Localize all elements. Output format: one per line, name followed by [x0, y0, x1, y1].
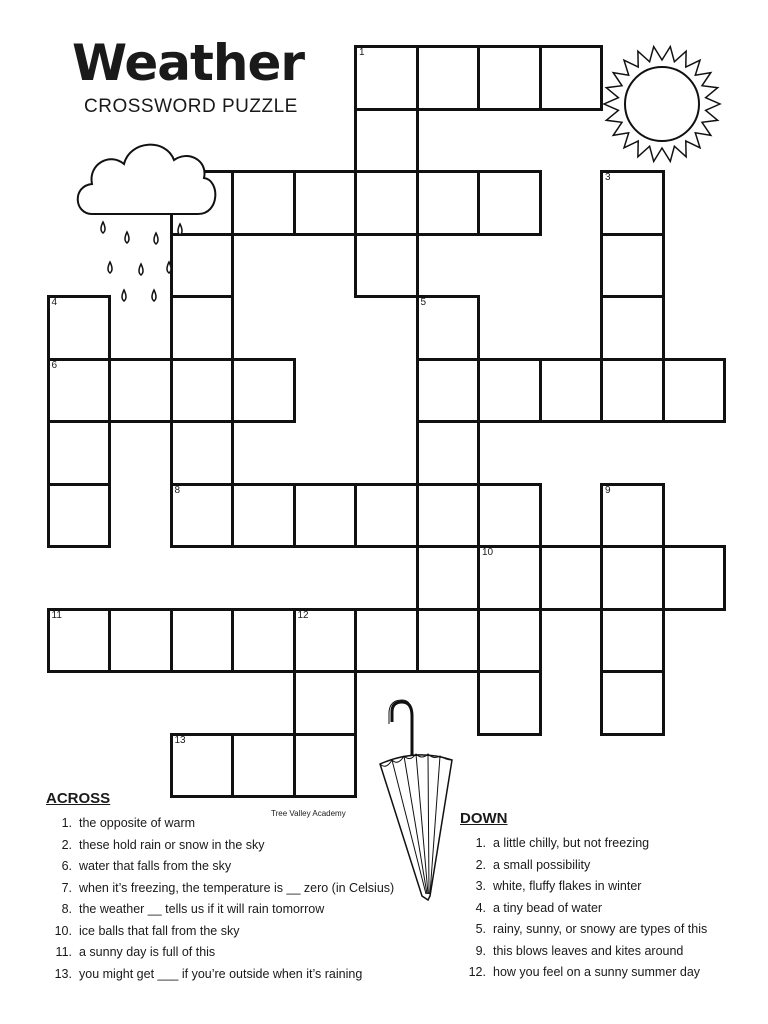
- clue-text: a little chilly, but not freezing: [493, 836, 650, 850]
- clue-number: 5.: [475, 922, 486, 936]
- crossword-cell[interactable]: [539, 358, 604, 424]
- down-clue: [460, 876, 707, 898]
- clue-text: the opposite of warm: [79, 816, 196, 830]
- clue-number: 1.: [475, 836, 486, 850]
- crossword-cell[interactable]: [108, 608, 173, 674]
- sun-icon: [600, 44, 724, 164]
- across-clues: [46, 790, 394, 985]
- crossword-cell[interactable]: [416, 45, 481, 111]
- across-clue: [46, 899, 394, 921]
- clue-number: 13.: [54, 966, 72, 981]
- crossword-cell[interactable]: [477, 608, 542, 674]
- across-heading: ACROSS: [46, 790, 111, 807]
- crossword-cell[interactable]: [108, 358, 173, 424]
- clue-number: 2.: [61, 837, 72, 852]
- crossword-cell[interactable]: [662, 358, 727, 424]
- crossword-cell[interactable]: [354, 483, 419, 549]
- clue-text: these hold rain or snow in the sky: [79, 837, 265, 852]
- clue-number: 10.: [54, 923, 72, 938]
- crossword-cell[interactable]: [600, 670, 665, 736]
- down-heading: DOWN: [460, 810, 508, 827]
- clue-number: 12.: [468, 965, 486, 979]
- clue-text: a tiny bead of water: [493, 900, 603, 915]
- crossword-cell[interactable]: [477, 170, 542, 236]
- across-clue: [46, 835, 394, 857]
- clue-number: 9.: [475, 943, 486, 958]
- down-clue: [460, 919, 707, 941]
- clue-text: white, fluffy flakes in winter: [493, 879, 642, 893]
- crossword-cell[interactable]: [170, 483, 235, 549]
- clue-text: a sunny day is full of this: [79, 945, 216, 959]
- across-clue: [46, 813, 394, 835]
- crossword-cell[interactable]: [600, 483, 665, 549]
- credit-text: Tree Valley Academy: [271, 809, 346, 818]
- clue-number: 10: [482, 547, 494, 558]
- crossword-cell[interactable]: [170, 420, 235, 486]
- clue-number: 9: [605, 484, 611, 496]
- crossword-cell[interactable]: [600, 233, 665, 299]
- crossword-cell[interactable]: [231, 483, 296, 549]
- clue-number: 3.: [475, 879, 486, 893]
- clue-text: when it’s freezing, the temperature is __ zero (in Celsius): [79, 880, 395, 895]
- crossword-cell[interactable]: [477, 670, 542, 736]
- clue-number: 8.: [61, 902, 72, 916]
- clue-text: the weather __ tells us if it will rain tomorrow: [79, 902, 325, 916]
- clue-number: 8: [174, 484, 181, 496]
- crossword-cell[interactable]: [293, 670, 358, 736]
- clue-number: 2.: [475, 857, 486, 872]
- clue-text: how you feel on a sunny summer day: [493, 965, 701, 979]
- down-clue: [460, 898, 707, 920]
- crossword-cell[interactable]: [416, 483, 481, 549]
- crossword-cell[interactable]: [600, 358, 665, 424]
- clue-text: ice balls that fall from the sky: [79, 923, 240, 938]
- clue-text: this blows leaves and kites around: [493, 943, 684, 958]
- crossword-cell[interactable]: [600, 608, 665, 674]
- crossword-cell[interactable]: [539, 545, 604, 611]
- crossword-cell[interactable]: [293, 608, 358, 674]
- crossword-cell[interactable]: [539, 45, 604, 111]
- clue-number: 3: [605, 172, 611, 183]
- clue-number: 1.: [61, 816, 72, 830]
- down-clue: [460, 941, 707, 963]
- across-clue: [46, 878, 394, 900]
- clue-number: 6.: [61, 859, 72, 873]
- crossword-cell[interactable]: [477, 358, 542, 424]
- crossword-cell[interactable]: [47, 420, 112, 486]
- crossword-cell[interactable]: [47, 483, 112, 549]
- across-clue: [46, 921, 394, 943]
- down-clue: [460, 962, 707, 984]
- crossword-cell[interactable]: [170, 358, 235, 424]
- rain-cloud-icon: [70, 134, 222, 320]
- crossword-cell[interactable]: [416, 420, 481, 486]
- clue-number: 13: [174, 734, 186, 746]
- clue-text: you might get ___ if you’re outside when it’s raining: [79, 966, 363, 981]
- crossword-cell[interactable]: [477, 545, 542, 611]
- crossword-cell[interactable]: [416, 170, 481, 236]
- across-clue: [46, 856, 394, 878]
- crossword-cell[interactable]: [354, 108, 419, 174]
- clue-number: 4.: [475, 900, 486, 915]
- crossword-cell[interactable]: [600, 170, 665, 236]
- clue-number: 1: [359, 47, 365, 58]
- crossword-cell[interactable]: [231, 608, 296, 674]
- crossword-cell[interactable]: [600, 545, 665, 611]
- crossword-cell[interactable]: [600, 295, 665, 361]
- clue-number: 5: [420, 297, 427, 308]
- crossword-cell[interactable]: [293, 733, 358, 799]
- page-title: Weather: [72, 34, 305, 92]
- crossword-cell[interactable]: [416, 358, 481, 424]
- clue-text: rainy, sunny, or snowy are types of this: [493, 922, 708, 936]
- crossword-cell[interactable]: [416, 608, 481, 674]
- crossword-cell[interactable]: [170, 608, 235, 674]
- down-clue: [460, 833, 707, 855]
- crossword-cell[interactable]: [231, 170, 296, 236]
- crossword-cell[interactable]: [477, 45, 542, 111]
- across-clue: [46, 942, 394, 964]
- crossword-cell[interactable]: [47, 608, 112, 674]
- clue-number: 12: [297, 609, 309, 621]
- clue-number: 11: [51, 609, 62, 621]
- crossword-cell[interactable]: [416, 295, 481, 361]
- across-clue: [46, 964, 394, 986]
- crossword-cell[interactable]: [231, 358, 296, 424]
- crossword-cell[interactable]: [354, 608, 419, 674]
- clue-number: 6: [51, 359, 58, 371]
- crossword-cell[interactable]: [354, 170, 419, 236]
- crossword-cell[interactable]: [170, 733, 235, 799]
- crossword-cell[interactable]: [354, 45, 419, 111]
- down-clues: [460, 810, 707, 984]
- crossword-cell[interactable]: [293, 483, 358, 549]
- crossword-cell[interactable]: [354, 233, 419, 299]
- crossword-cell[interactable]: [477, 483, 542, 549]
- page-subtitle: CROSSWORD PUZZLE: [84, 96, 298, 117]
- clue-text: water that falls from the sky: [79, 859, 232, 873]
- crossword-cell[interactable]: [416, 545, 481, 611]
- clue-number: 7.: [61, 880, 72, 895]
- crossword-cell[interactable]: [47, 358, 112, 424]
- crossword-cell[interactable]: [662, 545, 727, 611]
- crossword-cell[interactable]: [293, 170, 358, 236]
- clue-number: 4: [51, 297, 58, 308]
- clue-number: 11.: [55, 945, 72, 959]
- down-clue: [460, 855, 707, 877]
- crossword-cell[interactable]: [231, 733, 296, 799]
- clue-text: a small possibility: [493, 857, 591, 872]
